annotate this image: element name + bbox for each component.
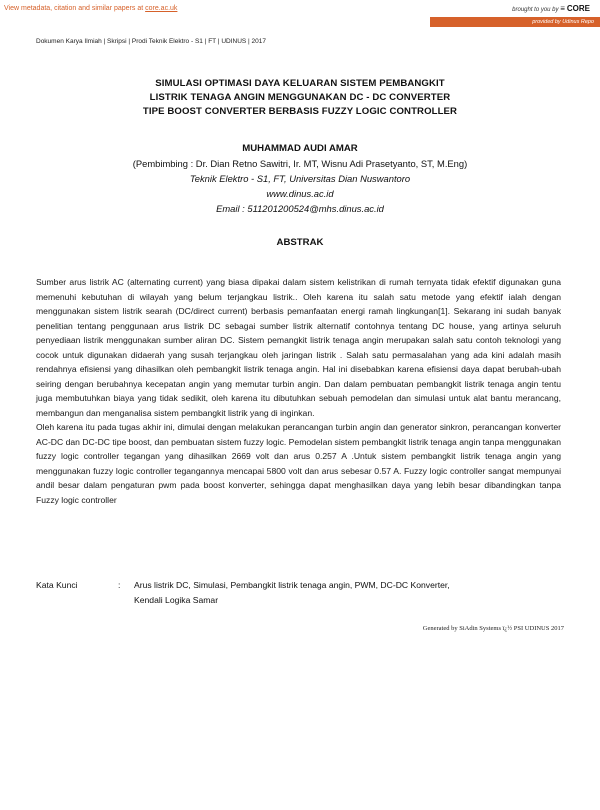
author-block xyxy=(0,141,600,216)
title-line-2: LISTRIK TENAGA ANGIN MENGGUNAKAN DC - DC CONVERTER xyxy=(149,92,451,103)
core-link[interactable]: core.ac.uk xyxy=(145,5,178,12)
keywords-line-2: Kendali Logika Samar xyxy=(134,595,219,605)
email: Email : 511201200524@mhs.dinus.ac.id xyxy=(216,203,384,214)
core-brand xyxy=(512,4,590,13)
keywords-label: Kata Kunci xyxy=(36,580,78,590)
core-logo-icon: ≡ xyxy=(560,4,565,13)
document-header: Dokumen Karya Ilmiah | Skripsi | Prodi Teknik Elektro - S1 | FT | UDINUS | 2017 xyxy=(36,38,267,45)
supervisors: (Pembimbing : Dr. Dian Retno Sawitri, Ir. MT, Wisnu Adi Prasetyanto, ST, M.Eng) xyxy=(132,158,468,169)
core-banner xyxy=(0,0,600,28)
core-logo-text: CORE xyxy=(566,4,590,13)
abstract-paragraph-1: Sumber arus listrik AC (alternating current) yang biasa dipakai dalam sistem kelistrikan di rumah ternyata tidak efektif digunakan guna memenuhi kebutuhan di wilayah yang belum terjangkau listrik.. Oleh karena itu salah satu metode yang efektif ialah dengan menggunakan sistem listrik searah (DC/direct current) berbasis pemanfaatan energi ramah lingkungan[1]. Sekarang ini sudah banyak penelitian tentang penggunaan arus listrik DC sebagai sumber listrik alternatif contohnya tentang DC house, yang artinya seluruh penyediaan listrik menggunakan sumber aliran DC. Sistem pemangkit listrik tenaga angin merupakan salah satu contoh teknologi yang cocok untuk digunakan didaerah yang susah terjangkau oleh jaringan listrik . Salah satu permasalahan yang ada kini adalah masih rendahnya efisiensi yang dihasilkan oleh pembangkit listrik tenaga angin. Hal ini disebabkan karena efisiensi daya dapat berubah-ubah seiring dengan berubahnya kecepatan angin yang memutar turbin angin. Dan dalam pembuatan pembangkit listrik tenaga angin tentu juga membutuhkan biaya yang tidak sedikit, oleh karena itu dibutuhkan sebuah pemodelan dan simulasi untuk alat bantu merancang, membangun dan menganalisa sistem pembangkit listrik yang di inginkan. xyxy=(36,277,561,418)
website: www.dinus.ac.id xyxy=(266,188,334,199)
core-metadata-prefix: View metadata, citation and similar papers at xyxy=(4,5,146,12)
abstract-heading: ABSTRAK xyxy=(276,237,324,248)
keywords-line-1: Arus listrik DC, Simulasi, Pembangkit listrik tenaga angin, PWM, DC-DC Konverter, xyxy=(134,580,450,590)
affiliation: Teknik Elektro - S1, FT, Universitas Dian Nuswantoro xyxy=(189,173,411,184)
abstract-paragraph-2: Oleh karena itu pada tugas akhir ini, dimulai dengan melakukan perancangan turbin angin dan generator sinkron, perancangan konverter AC-DC dan DC-DC tipe boost, dan pembuatan sistem fuzzy logic. Pemodelan sistem pembangkit listrik tenaga angin tanpa menggunakan fuzzy logic controller tegangan yang dihasilkan 2669 volt dan arus 0.257 A .Untuk sistem pembangkit listrik tenaga angin yang menggunakan fuzzy logic controller tegangannya mencapai 5800 volt dan arus sebesar 0.57 A. Fuzzy logic controller sangat mempunyai andil besar dalam pengaturan pwm pada boost konverter, sehingga dapat menghasilkan daya yang lebih besar dibandingkan tanpa Fuzzy logic controller xyxy=(36,422,561,505)
title-line-3: TIPE BOOST CONVERTER BERBASIS FUZZY LOGIC CONTROLLER xyxy=(142,106,458,117)
title-line-1: SIMULASI OPTIMASI DAYA KELUARAN SISTEM PEMBANGKIT xyxy=(155,78,445,89)
core-metadata-text xyxy=(4,5,177,12)
author-name: MUHAMMAD AUDI AMAR xyxy=(242,143,358,154)
keywords-colon: : xyxy=(118,580,121,590)
brought-by-text: brought to you by xyxy=(512,7,559,13)
paper-title xyxy=(0,77,600,119)
abstract-body xyxy=(36,275,561,507)
generated-footer: Generated by SiAdin Systems ï¿½ PSI UDINUS 2017 xyxy=(422,625,564,632)
keywords-text xyxy=(134,578,566,608)
provided-by-bar: provided by Udinus Repo xyxy=(430,17,600,27)
